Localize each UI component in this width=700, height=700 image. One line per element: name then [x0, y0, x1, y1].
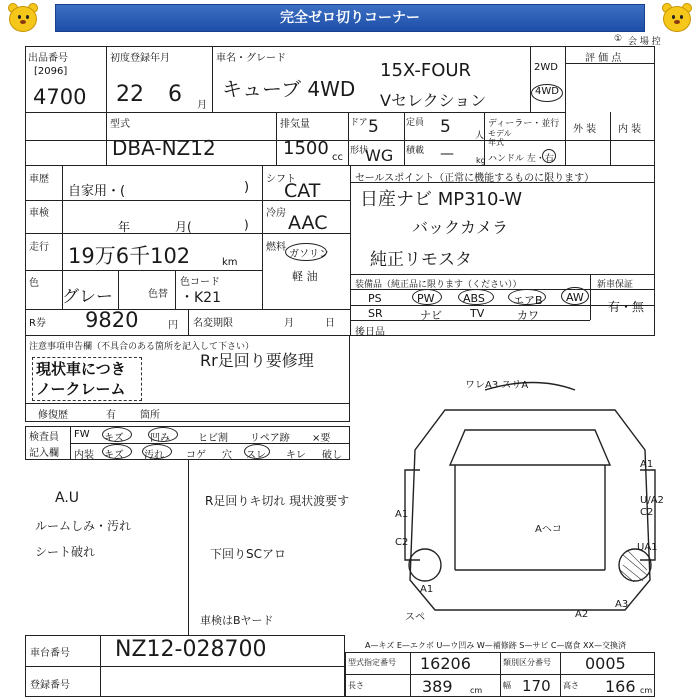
- equip-tv: TV: [470, 307, 485, 320]
- chassis-value: NZ12-028700: [115, 637, 267, 662]
- color-label: 色: [29, 278, 39, 289]
- diagram-label-left-1: A1: [395, 509, 409, 520]
- equipment-label: 装備品（純正品に限ります（ください））: [355, 280, 522, 290]
- equip-ps: PS: [368, 292, 382, 305]
- color-value: グレー: [62, 287, 113, 307]
- stamp-line-2: ノークレーム: [36, 380, 126, 398]
- model-label: 型式: [110, 119, 130, 130]
- displacement-value: 1500: [283, 138, 329, 159]
- inspector-row1-item-3: ヒビ割: [198, 433, 228, 444]
- expiry-day-unit: 日: [325, 318, 335, 329]
- inspector-row2-item-2: 汚れ: [144, 450, 164, 461]
- shape-value: WG: [365, 146, 394, 165]
- inspection-close: ): [244, 218, 249, 232]
- mileage-label: 走行: [29, 242, 49, 253]
- inspection-month-unit: 月(: [175, 220, 192, 234]
- shift-value: CAT: [284, 180, 321, 202]
- length-value: 389: [422, 677, 453, 696]
- bear-mascot-icon: [6, 2, 40, 36]
- corner-banner: 完全ゼロ切りコーナー: [55, 4, 645, 32]
- capacity-label: 定員: [406, 118, 425, 128]
- usage-value: 自家用・(: [68, 184, 126, 199]
- new-car-warranty-label: 新車保証: [597, 280, 634, 290]
- height-value: 166: [605, 677, 636, 696]
- displacement-unit: cc: [332, 152, 343, 163]
- aircon-label: 冷房: [266, 208, 286, 219]
- diagram-label-left-2: C2: [395, 537, 409, 548]
- displacement-label: 排気量: [280, 119, 310, 130]
- inspector-row1-item-2: 凹み: [150, 433, 170, 444]
- warranty-value: 有・無: [608, 300, 645, 314]
- height-unit: cm: [640, 686, 653, 695]
- lot-number: 4700: [33, 85, 87, 109]
- equip-sr: SR: [368, 307, 383, 320]
- inspector-row2-item-6: キレ: [286, 450, 306, 461]
- color-code-label: 色コード: [180, 277, 220, 288]
- height-label: 高さ: [563, 681, 579, 690]
- model-value: DBA-NZ12: [112, 136, 216, 160]
- stamp-line-1: 現状車につき: [36, 360, 126, 378]
- usage-close: ): [244, 180, 250, 195]
- notes-label: 注意事項申告欄（不具合のある箇所を記入して下さい）: [29, 342, 255, 352]
- diagram-label-center: Aヘコ: [535, 524, 562, 535]
- inspector-label-2: 記入欄: [29, 448, 59, 459]
- diagram-label-bottom-3: A3: [615, 599, 629, 610]
- doors-label: ドア: [350, 118, 368, 128]
- diagram-label-left-3: A1: [420, 584, 434, 595]
- repair-value: 有: [106, 410, 116, 421]
- class-no-label: 類別区分番号: [503, 658, 551, 667]
- remark-right-1: R足回りキ切れ 現状渡要す: [205, 494, 350, 508]
- inspector-row2-label: 内装: [74, 450, 94, 461]
- color-code: ・K21: [180, 290, 221, 306]
- class-no-value: 0005: [585, 654, 626, 673]
- rating-label: 評 価 点: [585, 53, 622, 64]
- sales-point-label: セールスポイント（正常に機能するものに限ります）: [355, 173, 595, 184]
- remark-left-1: A.U: [55, 490, 80, 506]
- mirror-side-lines: [405, 470, 655, 560]
- sales-point-item-2: バックカメラ: [412, 218, 509, 237]
- equip-navi: ナビ: [420, 309, 442, 322]
- remark-left-3: シート破れ: [35, 545, 96, 559]
- notes-content: Rr足回り要修理: [200, 351, 314, 370]
- registration-number-label: 登録番号: [30, 680, 70, 691]
- recycle-unit: 円: [168, 320, 178, 331]
- width-value: 170: [522, 677, 551, 695]
- inspector-row2-item-4: 穴: [222, 450, 232, 461]
- equip-leather: カワ: [517, 309, 539, 322]
- drive-2wd: 2WD: [534, 62, 558, 73]
- shape-label: 形状: [350, 146, 369, 156]
- car-name-label: 車名・グレード: [216, 53, 286, 64]
- dealer-model-label: モデル: [488, 129, 512, 138]
- windshield: [450, 430, 610, 465]
- diagram-label-right-4: UA1: [637, 542, 658, 553]
- drive-4wd: 4WD: [535, 86, 559, 97]
- fuel-label: 燃料: [266, 242, 286, 253]
- length-unit: cm: [470, 686, 483, 695]
- chassis-label: 車台番号: [30, 648, 70, 659]
- equip-airbag: エアB: [513, 294, 543, 307]
- mileage-unit: km: [222, 257, 238, 268]
- inspector-row2-item-1: キズ: [104, 450, 124, 461]
- remark-right-3: 車検はBヤード: [200, 614, 274, 627]
- dealer-label: ディーラー・並行: [488, 119, 560, 129]
- repair-label: 修復歴: [38, 410, 68, 421]
- diagram-label-right-3: C2: [640, 507, 654, 518]
- diagram-label-right-2: U/A2: [640, 495, 664, 506]
- diagram-label-bottom-1: スペ: [405, 612, 425, 620]
- dealer-year-label: 年式: [488, 138, 504, 147]
- rear-seat-label: 後日品: [355, 327, 385, 338]
- repair-unit: 箇所: [140, 410, 160, 421]
- remark-right-2: 下回りSCアロ: [210, 547, 286, 561]
- month-unit: 月: [197, 100, 207, 111]
- grade-line2: Vセレクション: [380, 91, 487, 110]
- expiry-month-unit: 月: [284, 318, 294, 329]
- load-value: —: [440, 146, 454, 162]
- capacity-unit: 人: [475, 131, 485, 141]
- inspector-row1-label: FW: [74, 429, 90, 440]
- inspector-row2-item-3: コゲ: [186, 450, 206, 461]
- door-lines: [455, 465, 605, 570]
- circled-mark: ①: [614, 34, 623, 44]
- venue-copy-label: 会 場 控: [628, 37, 661, 47]
- type-no-label: 型式指定番号: [348, 658, 396, 667]
- car-name: キューブ 4WD: [222, 77, 356, 101]
- mileage-value: 19万6千102: [68, 244, 191, 268]
- repaint-label: 色替: [148, 289, 168, 300]
- remark-left-2: ルームしみ・汚れ: [35, 519, 132, 533]
- sales-point-item-1: 日産ナビ MP310-W: [360, 189, 523, 210]
- bear-mascot-icon: [660, 2, 694, 36]
- diagram-label-right-1: A1: [640, 459, 654, 470]
- damage-legend: A—キズ E—エクボ U—ウ凹み W—補修跡 S—サビ C—腐食 XX—交換済: [365, 641, 627, 650]
- width-label: 幅: [503, 681, 511, 690]
- car-outline: [410, 410, 650, 610]
- inspector-row1-item-4: リペア跡: [250, 433, 290, 444]
- expiry-label: 名変期限: [193, 318, 233, 329]
- handle-label: ハンドル 左・右: [488, 154, 554, 164]
- diagram-label-bottom-2: A2: [575, 609, 589, 620]
- exterior-label: 外 装: [573, 124, 597, 135]
- registration-label: 初度登録年月: [110, 53, 170, 64]
- shift-label: シフト: [266, 174, 296, 185]
- grade-line1: 15X-FOUR: [380, 60, 472, 81]
- car-damage-diagram: [385, 370, 685, 620]
- type-no-value: 16206: [420, 654, 471, 673]
- diagram-label-top: ワレA3 スリA: [465, 380, 529, 391]
- recycle-label: R券: [29, 318, 46, 329]
- equip-abs: ABS: [463, 292, 485, 305]
- length-label: 長さ: [348, 681, 364, 690]
- load-label: 積載: [406, 146, 425, 156]
- load-unit: kg: [476, 156, 486, 165]
- fuel-diesel: 軽 油: [292, 270, 318, 283]
- equip-aw: AW: [566, 291, 584, 304]
- inspector-row1-item-5: ×要: [312, 433, 331, 444]
- inspector-label-1: 検査員: [29, 432, 59, 443]
- equip-pw: PW: [417, 292, 435, 305]
- registration-year: 22: [116, 82, 144, 107]
- wheel-left: [409, 549, 441, 581]
- inspector-row1-item-1: キズ: [104, 433, 124, 444]
- sales-point-item-3: 純正リモスタ: [370, 250, 472, 270]
- capacity-value: 5: [440, 117, 451, 137]
- aircon-value: AAC: [288, 212, 328, 234]
- interior-label: 内 装: [618, 124, 642, 135]
- usage-label: 車歴: [29, 174, 49, 185]
- inspection-label: 車検: [29, 208, 49, 219]
- lot-label: 出品番号: [28, 53, 68, 64]
- inspector-row2-item-5: スレ: [246, 450, 266, 461]
- registration-month: 6: [168, 82, 182, 107]
- inspection-year-unit: 年: [118, 220, 131, 234]
- inspector-row2-item-7: 破し: [322, 450, 342, 461]
- recycle-value: 9820: [85, 308, 139, 332]
- lot-sub: [2096]: [34, 66, 68, 77]
- fuel-gasoline: ガソリン: [289, 249, 329, 260]
- doors-value: 5: [368, 117, 379, 137]
